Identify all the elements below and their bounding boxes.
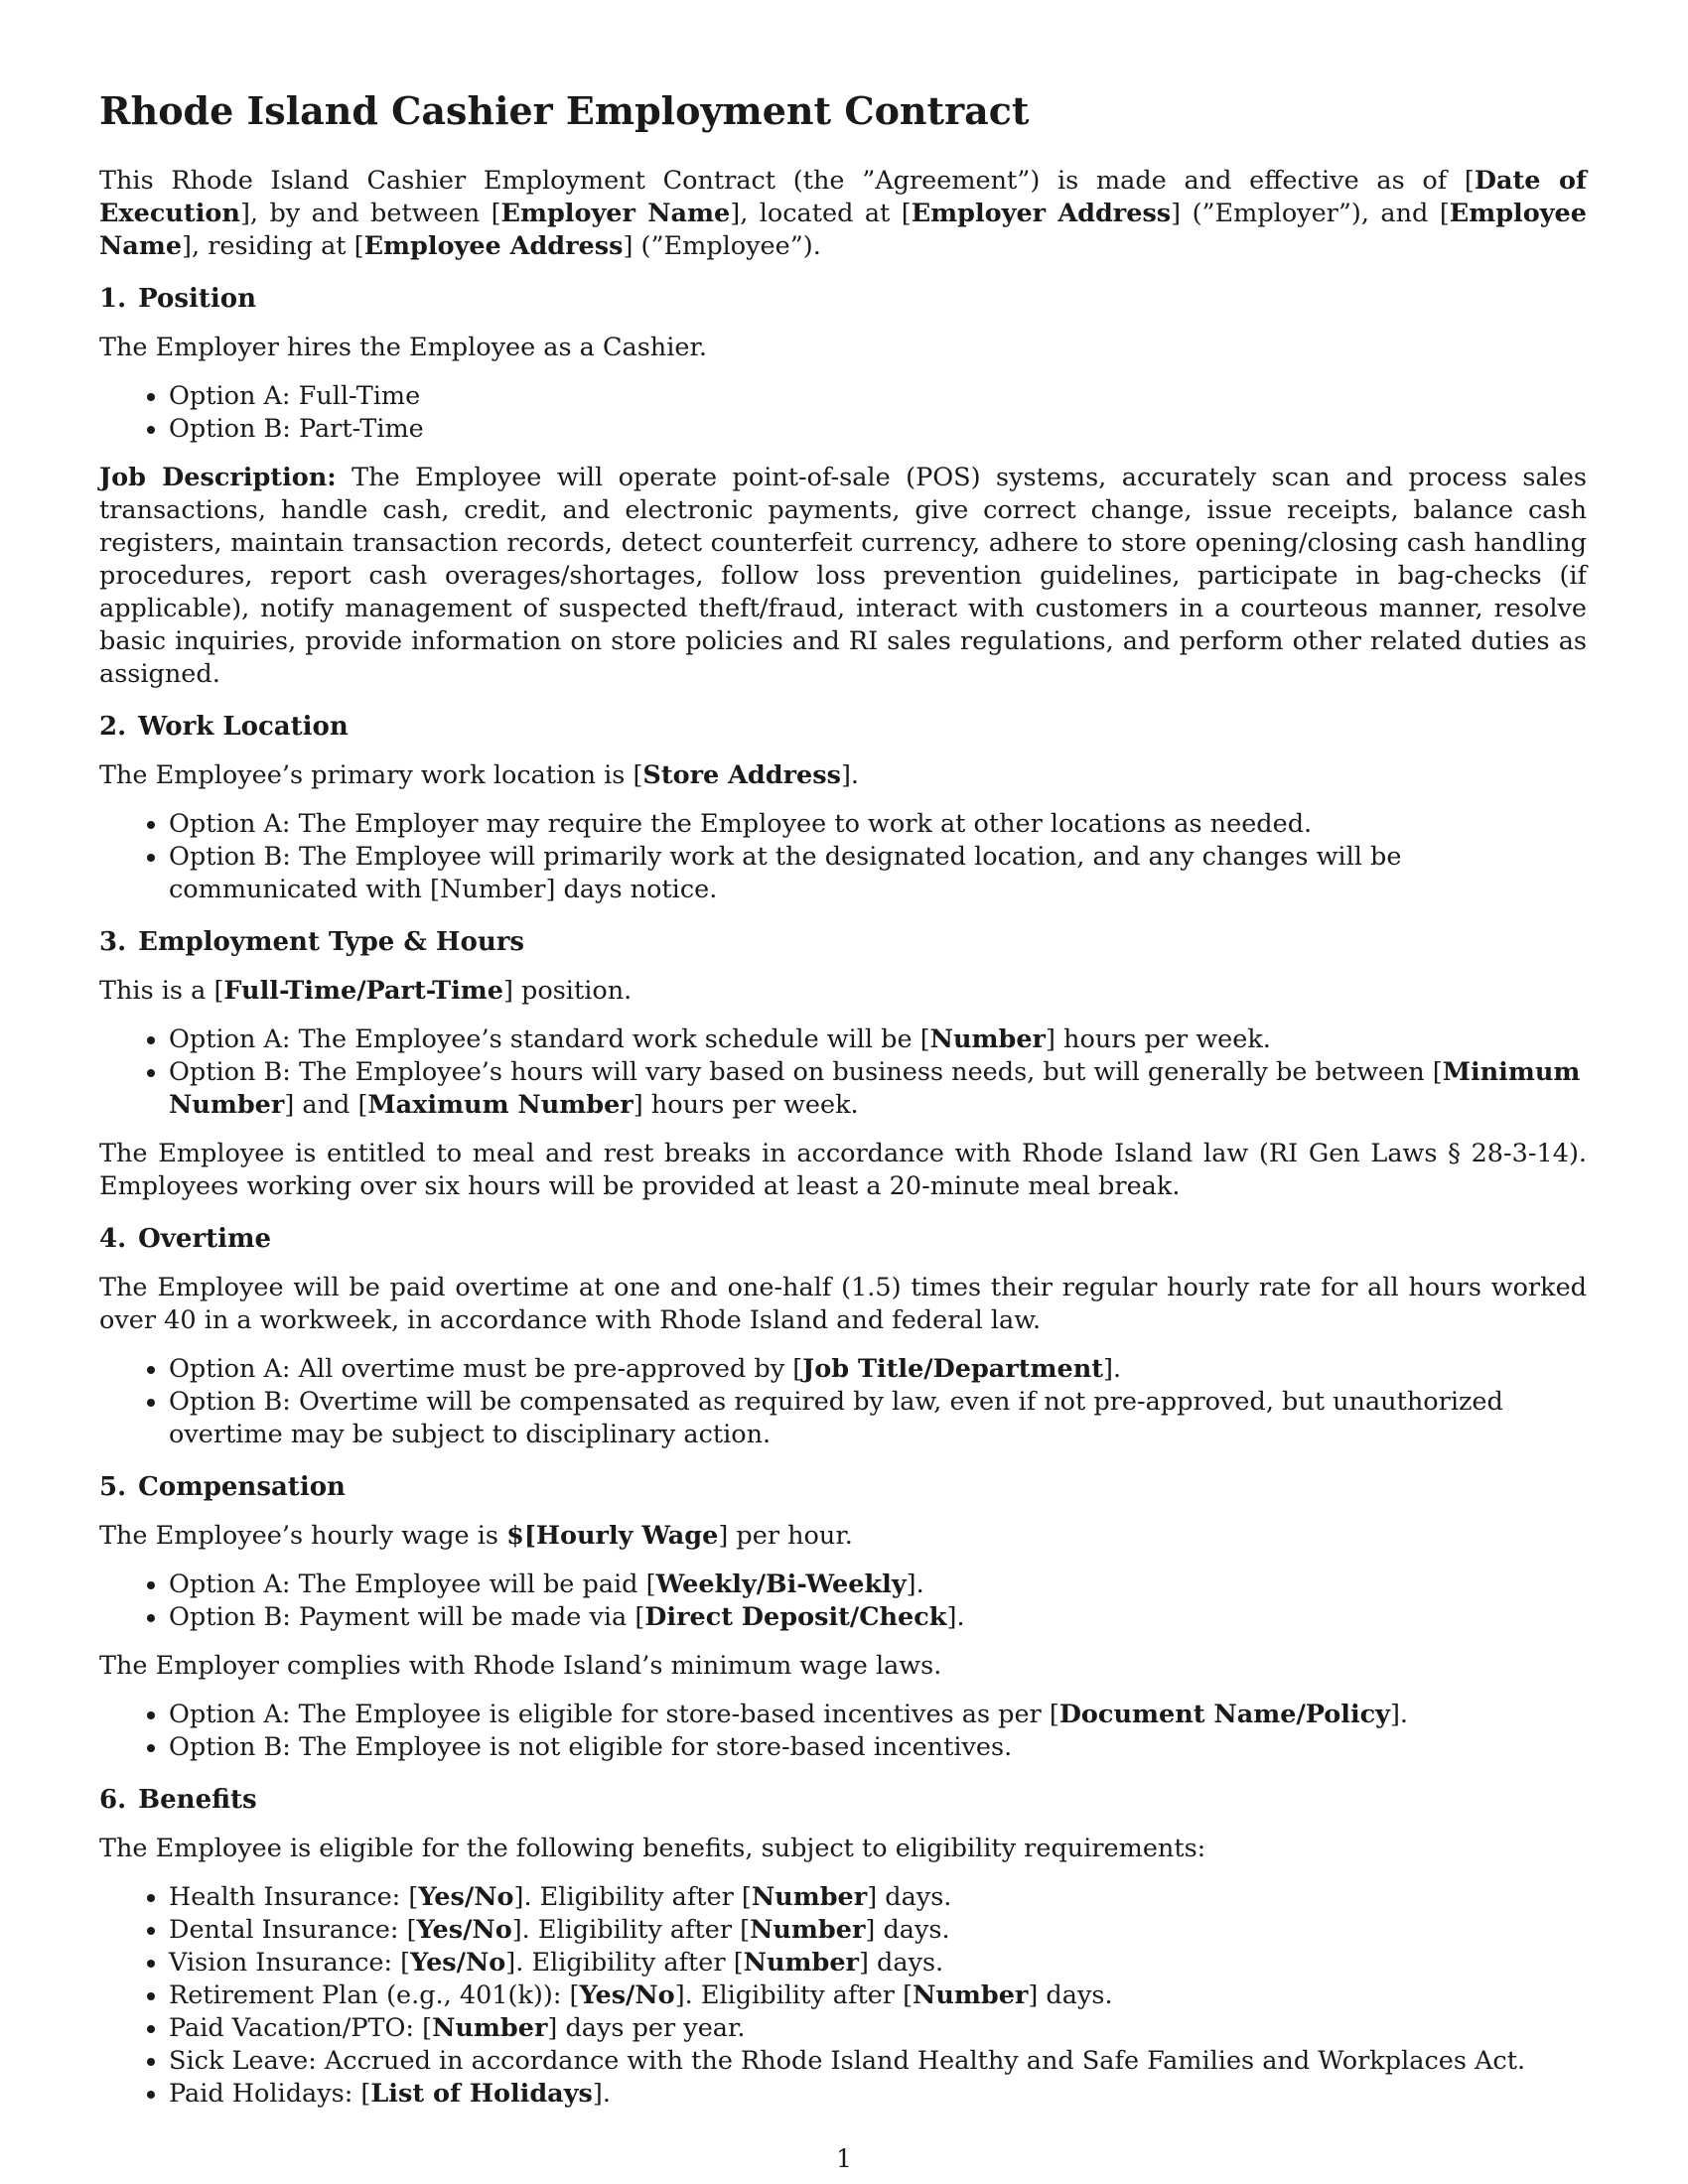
overtime-text: The Employee will be paid overtime at one and one-half (1.5) times their regular hourly rate for all hours worked over 40 in a workweek, in accordance with Rhode Island and federal law.: [99, 1273, 1587, 1335]
work-location-options: [99, 808, 1587, 906]
section-benefits-heading: 6. Benefits: [99, 1785, 257, 1815]
list-item: • Option A: The Employee is eligible for store-based incentives as per [Document Name/Policy].: [169, 1699, 1587, 1731]
document-title: Rhode Island Cashier Employment Contract: [99, 88, 1030, 133]
section-compensation-heading: 5. Compensation: [99, 1472, 346, 1502]
wage-text: The Employee’s hourly wage is $[Hourly Wage] per hour.: [99, 1521, 853, 1551]
list-item: • Vision Insurance: [Yes/No]. Eligibility after [Number] days.: [169, 1947, 1587, 1979]
list-item: • Option B: Part-Time: [169, 413, 1587, 446]
list-item: • Option A: The Employer may require the Employee to work at other locations as needed.: [169, 808, 1587, 841]
job-description: Job Description: The Employee will operate point-of-sale (POS) systems, accurately scan and process sales transactions, handle cash, credit, and electronic payments, give correct change, issue receipts, balance cash registers, maintain transaction records, detect counterfeit currency, adhere to store opening/closing cash handling procedures, report cash overages/shortages, follow loss prevention guidelines, participate in bag-checks (if applicable), notify management of suspected theft/fraud, interact with customers in a courteous manner, resolve basic inquiries, provide information on store policies and RI sales regulations, and perform other related duties as assigned.: [99, 463, 1587, 689]
incentive-options: [99, 1699, 1587, 1764]
hours-options: [99, 1024, 1587, 1122]
list-item: • Paid Holidays: [List of Holidays].: [169, 2078, 1587, 2111]
list-item: • Option B: The Employee will primarily work at the designated location, and any changes will be communicated with [Number] days notice.: [169, 841, 1587, 906]
work-location-text: The Employee’s primary work location is [Store Address].: [99, 760, 860, 790]
list-item: • Sick Leave: Accrued in accordance with the Rhode Island Healthy and Safe Families and Workplaces Act.: [169, 2045, 1587, 2078]
position-options: [99, 380, 1587, 446]
minimum-wage-text: The Employer complies with Rhode Island’s minimum wage laws.: [99, 1651, 942, 1681]
list-item: • Option A: Full-Time: [169, 380, 1587, 413]
store-address-placeholder: Store Address: [642, 760, 841, 790]
benefits-text: The Employee is eligible for the following benefits, subject to eligibility requirements:: [99, 1834, 1206, 1863]
payment-options: [99, 1569, 1587, 1634]
intro-paragraph: This Rhode Island Cashier Employment Contract (the ”Agreement”) is made and effective as of [Date of Execution], by and between [Employer Name], located at [Employer Address] (”Employer”), and [Employee Name], residing at [Employee Address] (”Employee”).: [99, 166, 1587, 261]
list-item: • Option A: The Employee will be paid [Weekly/Bi-Weekly].: [169, 1569, 1587, 1601]
page-number: 1: [836, 2144, 852, 2173]
employee-address-placeholder: Employee Address: [363, 231, 624, 261]
section-overtime-heading: 4. Overtime: [99, 1224, 272, 1254]
list-item: • Option B: The Employee is not eligible for store-based incentives.: [169, 1731, 1587, 1764]
employee-name-placeholder: Employee Name: [99, 199, 1587, 261]
employer-address-placeholder: Employer Address: [911, 199, 1172, 228]
list-item: • Dental Insurance: [Yes/No]. Eligibility after [Number] days.: [169, 1914, 1587, 1947]
list-item: • Option A: The Employee’s standard work schedule will be [Number] hours per week.: [169, 1024, 1587, 1056]
list-item: • Option B: The Employee’s hours will vary based on business needs, but will generally be between [Minimum Number] and [Maximum Number] hours per week.: [169, 1056, 1587, 1122]
position-text: The Employer hires the Employee as a Cashier.: [99, 333, 707, 362]
contract-page: [99, 87, 1587, 2126]
section-employment-type-heading: 3. Employment Type & Hours: [99, 927, 525, 957]
breaks-text: The Employee is entitled to meal and rest breaks in accordance with Rhode Island law (RI Gen Laws § 28-3-14). Employees working over six hours will be provided at least a 20-minute meal break.: [99, 1139, 1587, 1201]
employer-name-placeholder: Employer Name: [500, 199, 731, 228]
list-item: • Option B: Overtime will be compensated as required by law, even if not pre-approved, but unauthorized overtime may be subject to disciplinary action.: [169, 1386, 1587, 1451]
list-item: • Option B: Payment will be made via [Direct Deposit/Check].: [169, 1601, 1587, 1634]
list-item: • Health Insurance: [Yes/No]. Eligibility after [Number] days.: [169, 1881, 1587, 1914]
list-item: • Paid Vacation/PTO: [Number] days per year.: [169, 2012, 1587, 2045]
section-position-heading: 1. Position: [99, 284, 256, 314]
section-work-location-heading: 2. Work Location: [99, 712, 349, 742]
overtime-options: [99, 1353, 1587, 1451]
employment-type-text: This is a [Full-Time/Part-Time] position.: [99, 976, 633, 1006]
list-item: • Retirement Plan (e.g., 401(k)): [Yes/No]. Eligibility after [Number] days.: [169, 1979, 1587, 2012]
benefits-list: [99, 1881, 1587, 2111]
list-item: • Option A: All overtime must be pre-approved by [Job Title/Department].: [169, 1353, 1587, 1386]
date-placeholder: Date of Execution: [99, 166, 1587, 228]
